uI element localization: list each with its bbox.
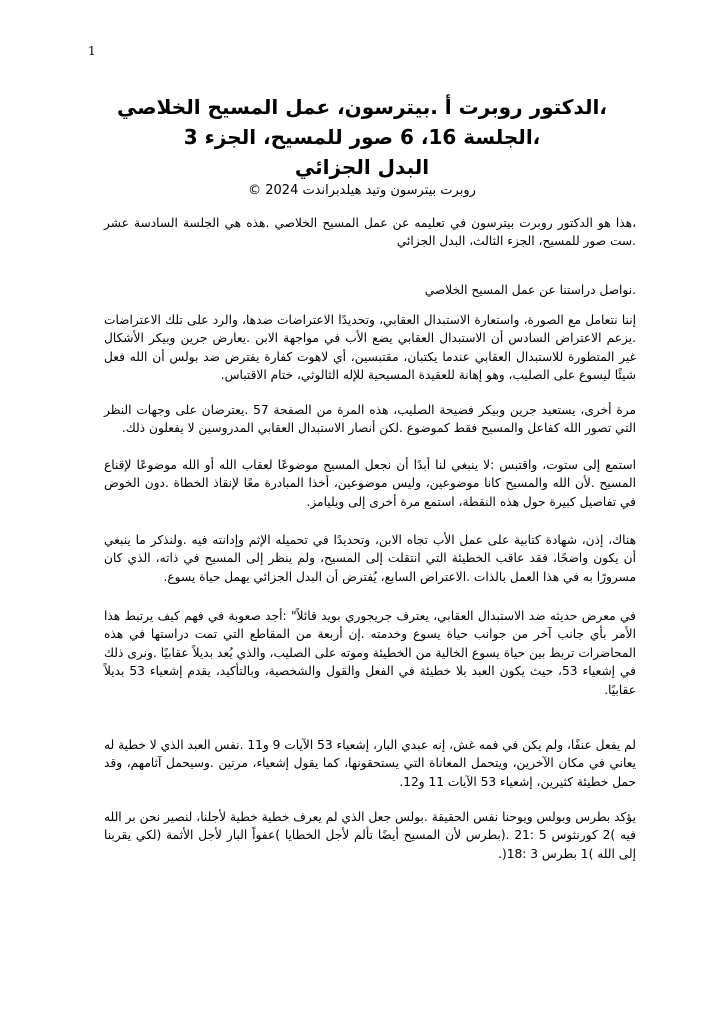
page-number: 1 xyxy=(88,44,96,58)
paragraph-4: مرة أخرى، يستعيد جرين وبيكر فضيحة الصليب، هذه المرة من الصفحة 57 .يعترضان على وجهات النظر التي تصور الله كفاعل والمسيح فقط كموضوع .لكن أنصار الاستبدال العقابي المدروسين لا يفعلون ذلك. xyxy=(104,403,636,436)
document-title xyxy=(80,92,644,182)
paragraph-7: في معرض حديثه ضد الاستبدال العقابي، يعترف جريجوري بويد قائلاً" :أجد صعوبة في فهم كيف يرتبط هذا الأمر بأي جانب آخر من جوانب حياة يسوع وخدمته .إن أربعة من المقاطع التي تمت دراستها في هذه المحاضرات تربط بين حياة يسوع الخالية من الخطيئة وموته على الصليب، والذي يُعد بديلاً عقابيًا .ونرى ذلك في إشعياء 53، حيث يكون العبد بلا خطيئة في الفعل والقول والشخصية، وبالتأكيد، يقدم إشعياء 53 بديلاً عقابيًا. xyxy=(104,609,636,697)
title-line-1: ،الدكتور روبرت أ .بيترسون، عمل المسيح الخلاصي xyxy=(117,95,607,119)
paragraph-5: استمع إلى ستوت، واقتبس :لا ينبغي لنا أبدًا أن نجعل المسيح موضوعًا لعقاب الله أو الله موضوعًا لإقناع المسيح .لأن الله والمسيح كانا موضوعين، وليس موضوعين، أخذا المبادرة معًا لإنقاذ الخطاة .دون الخوض في تفاصيل كبيرة حول هذه النقطة، استمع مرة أخرى إلى ويليامز. xyxy=(104,458,636,509)
paragraph-6: هناك، إذن، شهادة كتابية على عمل الأب تجاه الابن، وتحديدًا في تحميله الإثم وإدانته فيه .ولنذكر ما ينبغي أن يكون واضحًا، فقد عاقب الخطيئة التي انتقلت إلى المسيح، ولم ينظر إلى المسيح في ذاته، الذي كان مسرورًا به في هذا العمل بالذات .الاعتراض السابع، يُفترض أن البدل الجزائي يهمل حياة يسوع. xyxy=(104,533,636,584)
title-line-2: ،الجلسة 16، 6 صور للمسيح، الجزء 3 xyxy=(183,125,541,149)
paragraph-9: يؤكد بطرس وبولس ويوحنا نفس الحقيقة .بولس جعل الذي لم يعرف خطية خطية لأجلنا، لنصير نحن بر الله فيه )2 كورنثوس 5 :21 .(بطرس لأن المسيح أيضًا تألم لأجل الخطايا )عفواً البار لأجل الأثمة (لكي يقربنا إلى الله )1 بطرس 3 :18(. xyxy=(104,810,636,861)
paragraph-8: لم يفعل عنفًا، ولم يكن في فمه غش، إنه عبدي البار، إشعياء 53 الآيات 9 و11 .نفس العبد الذي لا خطية له يعاني في مكان الآخرين، ويتحمل المعاناة التي يستحقونها، كما يقول إشعياء، مرتين .وسيحمل آثامهم، وقد حمل خطيئة كثيرين، إشعياء 53 الآيات 11 و12. xyxy=(104,738,636,789)
paragraph-3: إننا نتعامل مع الصورة، واستعارة الاستبدال العقابي، وتحديدًا الاعتراضات ضدها، والرد على تلك الاعتراضات .يزعم الاعتراض السادس أن الاستبدال العقابي يضع الأب في مواجهة الابن .يعارض جرين وبيكر الأشكال غير المتطورة للاستبدال العقابي عندما يكتبان، مقتبسين، أي لاهوت كفارة يفترض ضد بولس أن الله فعل شيئًا ليسوع على الصليب، وهو إهانة للعقيدة المسيحية للإله الثالوثي، ختام الاقتباس. xyxy=(104,313,636,383)
title-line-3: البدل الجزائي xyxy=(294,155,430,179)
paragraph-1: ،هذا هو الدكتور روبرت بيترسون في تعليمه عن عمل المسيح الخلاصي .هذه هي الجلسة السادسة عشر .ست صور للمسيح، الجزء الثالث، البدل الجزائي xyxy=(104,216,636,249)
copyright-line: روبرت بيترسون وتيد هيلدبراندت 2024 © xyxy=(248,183,476,198)
paragraph-2: .نواصل دراستنا عن عمل المسيح الخلاصي xyxy=(424,283,636,297)
